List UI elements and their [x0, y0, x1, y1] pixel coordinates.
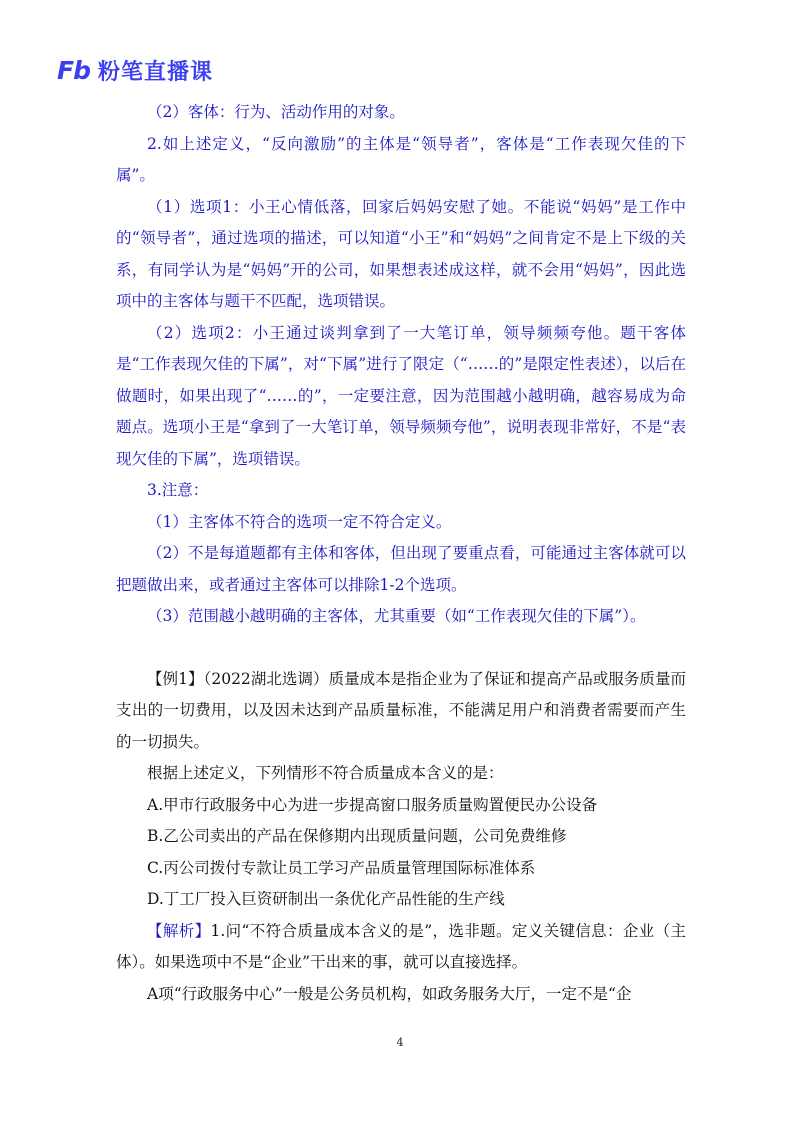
note-paragraph: （3）范围越小越明确的主客体，尤其重要（如“工作表现欠佳的下属”）。: [147, 607, 646, 625]
analysis-option-a: A项“行政服务中心”一般是公务员机构，如政务服务大厅，一定不是“企: [147, 984, 632, 1003]
note-paragraph: （2）客体：行为、活动作用的对象。: [147, 103, 405, 121]
logo-text: 粉笔直播课: [97, 60, 213, 85]
option-b: B.乙公司卖出的产品在保修期内出现质量问题，公司免费维修: [147, 827, 567, 845]
logo-mark: Fb: [57, 56, 90, 85]
note-paragraph: （1）主客体不符合的选项一定不符合定义。: [147, 512, 452, 531]
analysis-paragraph: [116, 916, 686, 979]
option-d: D.丁工厂投入巨资研制出一条优化产品性能的生产线: [147, 890, 505, 908]
example-stem: [116, 664, 686, 759]
page-number: 4: [396, 1036, 404, 1049]
brand-logo: [57, 55, 213, 86]
note-paragraph: 2.如上述定义，“反向激励”的主体是“领导者”，客体是“工作表现欠佳的下属”。: [116, 134, 686, 184]
example-tag: 【例1】: [147, 669, 204, 688]
example-text: （2022湖北选调）质量成本是指企业为了保证和提高产品或服务质量而支出的一切费用，以及因未达到产品质量标准，不能满足用户和消费者需要而产生的一切损失。: [116, 669, 686, 751]
note-paragraph: （1）选项1：小王心情低落，回家后妈妈安慰了她。不能说“妈妈”是工作中的“领导者”，通过选项的描述，可以知道“小王”和“妈妈”之间肯定不是上下级的关系，有同学认为是“妈妈”开的公司，如果想表述成这样，就不会用“妈妈”，因此选项中的主客体与题干不匹配，选项错误。: [116, 197, 686, 310]
example-question: 根据上述定义，下列情形不符合质量成本含义的是：: [147, 764, 504, 782]
document-body: [116, 97, 686, 1010]
note-paragraph: （2）不是每道题都有主体和客体，但出现了要重点看，可能通过主客体就可以把题做出来，或者通过主客体可以排除1-2个选项。: [116, 544, 686, 594]
analysis-tag: 【解析】: [147, 921, 211, 940]
option-c: C.丙公司拨付专款让员工学习产品质量管理国际标准体系: [147, 858, 536, 877]
analysis-text: 1.问“不符合质量成本含义的是”，选非题。定义关键信息：企业（主体）。如果选项中不是“企业”干出来的事，就可以直接选择。: [116, 921, 686, 971]
option-a: A.甲市行政服务中心为进一步提高窗口服务质量购置便民办公设备: [147, 795, 598, 814]
note-paragraph: 3.注意：: [147, 481, 209, 499]
note-paragraph: （2）选项2：小王通过谈判拿到了一大笔订单，领导频频夸他。题干客体是“工作表现欠佳的下属”，对“下属”进行了限定（“……的”是限定性表述），以后在做题时，如果出现了“……的”，一定要注意，因为范围越小越明确，越容易成为命题点。选项小王是“拿到了一大笔订单，领导频频夸他”，说明表现非常好，不是“表现欠佳的下属”，选项错误。: [116, 323, 686, 468]
section-gap: [116, 633, 686, 664]
